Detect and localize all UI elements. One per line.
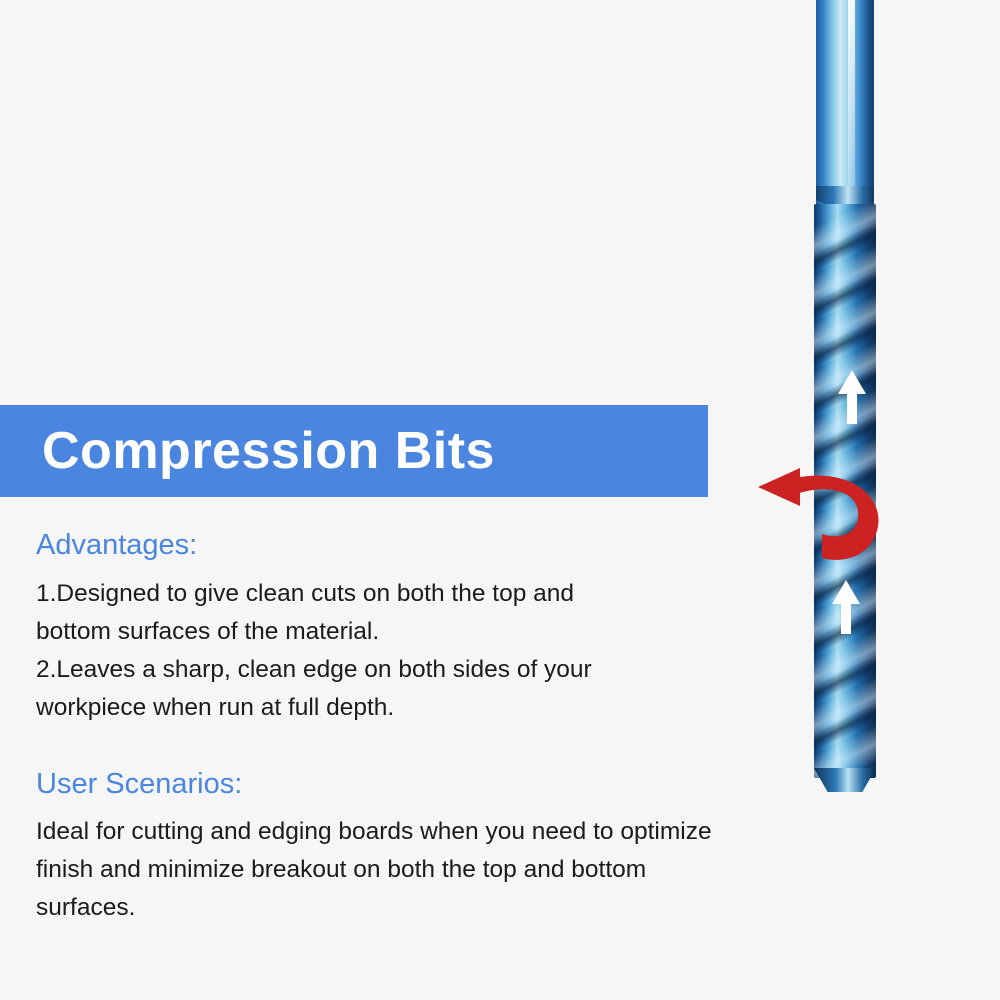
advantages-line-4: workpiece when run at full depth. [36, 693, 395, 721]
router-bit-illustration [770, 0, 970, 820]
bit-cutting-tip [814, 768, 876, 792]
bit-shank-highlight-icon [848, 0, 855, 190]
advantages-heading: Advantages: [36, 529, 198, 561]
advantages-line-1: 1.Designed to give clean cuts on both the top and [36, 579, 575, 607]
user-scenarios-text [36, 813, 736, 927]
content-block [36, 528, 736, 927]
user-scenarios-line-2: finish and minimize breakout on both the top and bottom surfaces. [36, 856, 653, 922]
user-scenarios-heading: User Scenarios: [36, 767, 243, 800]
title-banner [0, 405, 708, 497]
advantages-line-3: 2.Leaves a sharp, clean edge on both sides of your [36, 655, 592, 683]
advantages-text [36, 575, 736, 727]
up-arrow-icon [832, 368, 872, 426]
advantages-line-2: bottom surfaces of the material. [36, 617, 380, 645]
bit-shank [816, 0, 874, 205]
page-title: Compression Bits [42, 422, 495, 480]
up-arrow-icon [826, 578, 866, 636]
rotation-arrow-icon [748, 460, 898, 575]
user-scenarios-line-1: Ideal for cutting and edging boards when you need to optimize [36, 818, 712, 846]
